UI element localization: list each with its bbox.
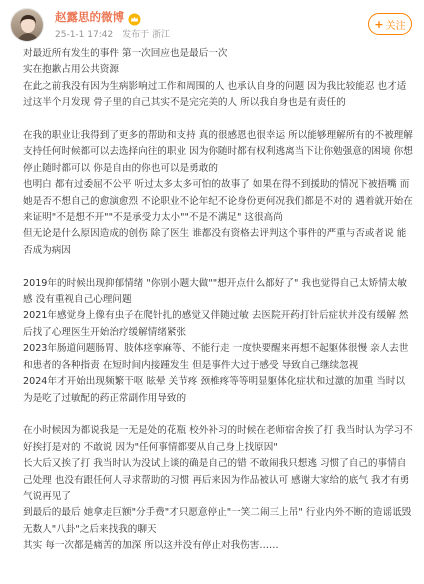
name-row bbox=[55, 9, 141, 25]
avatar-photo-icon bbox=[11, 9, 44, 42]
crown-icon bbox=[128, 11, 141, 24]
avatar[interactable] bbox=[10, 8, 44, 42]
plus-icon: + bbox=[374, 17, 384, 31]
post-paragraph: 2019年的时候出现抑郁情绪 "你别小题大做""想开点什么都好了" 我也觉得自己太矫情太敏感 没有重视自己心理问题 2021年感觉身上像有虫子在爬针扎的感觉又伴随过敏 去医院开药打针后症状并没有缓解 然后找了心理医生开始治疗缓解情绪紧张 2023年肠道问题肠胃、肢体痉挛麻等、不能行走 一度快要醒来再想不起躯体很慢 亲人去世和患者的各种指责 在短时间内接踵发生 但是事件大过于感受 导致自己继续忽视 2024年才开始出现频繁干呕 眩晕 关节疼 颈椎疼等等明显躯体化症状和过激的加重 当时以为是吃了过敏配的药正常副作用导致的 bbox=[23, 277, 409, 404]
post-timestamp: 25-1-1 17:42 bbox=[55, 30, 114, 40]
follow-button-label: 关注 bbox=[385, 20, 406, 32]
post-meta bbox=[55, 29, 176, 41]
post-paragraph: 对最近所有发生的事件 第一次回应也是最后一次 实在抱歉占用公共资源 在此之前我没有因为生病影响过工作和周围的人 也承认自身的问题 因为我比较能忍 也才适过这半个月发现 骨子里的自己其实不是完完美的人 所以我自身也是有责任的 bbox=[23, 48, 407, 109]
post-header bbox=[10, 6, 414, 44]
post-source: 发布于 浙江 bbox=[122, 30, 170, 40]
follow-button[interactable] bbox=[368, 13, 412, 35]
username[interactable]: 赵露思的微博 bbox=[55, 10, 124, 24]
post-body bbox=[23, 46, 413, 571]
post-paragraph: 在小时候因为都说我是一无是处的花瓶 校外补习的时候在老师宿舍挨了打 我当时认为学习不好挨打是对的 不敢说 因为"任何事情都要从自己身上找原因" 长大后又挨了打 我当时认为没试上谈的确是自己的错 不敢闹我只想逃 习惯了自己的事情自己处理 也没有跟任何人寻求帮助的习惯 再后来因为作品被认可 感谢大家给的底气 我才有勇气说再见了 到最后的最后 她拿走巨额"分手费"才只愿意停止"一笑二闹三上吊" 行业内外不断的造谣诋毁 无数人"八卦"之后来找我的聊天 其实 每一次都是痛苦的加深 所以这并没有停止对我伤害…… bbox=[23, 425, 413, 552]
post-paragraph: 在我的职业让我得到了更多的帮助和支持 真的很感恩也很幸运 所以能够理解所有的不被理解 支持任何时候都可以去选择向往的职业 因为你随时都有权利逃离当下让你勉强意的困境 你想停止随时都可以 你是自由的你也可以是勇敢的 也明白 都有过委屈不公平 听过太多太多可怕的故事了 如果在得不到援助的情况下被捂嘴 而她是否不想自己的愈演愈烈 不论职业不论年纪不论身份更何况我们都是不对的 遇着就开始在来证明"不是想不开""不是承受力太小""不是不满足" 这很高尚 但无论是什么原因造成的创伤 除了医生 谁都没有资格去评判这个事件的严重与否或者说 能否成为病因 bbox=[23, 130, 413, 256]
